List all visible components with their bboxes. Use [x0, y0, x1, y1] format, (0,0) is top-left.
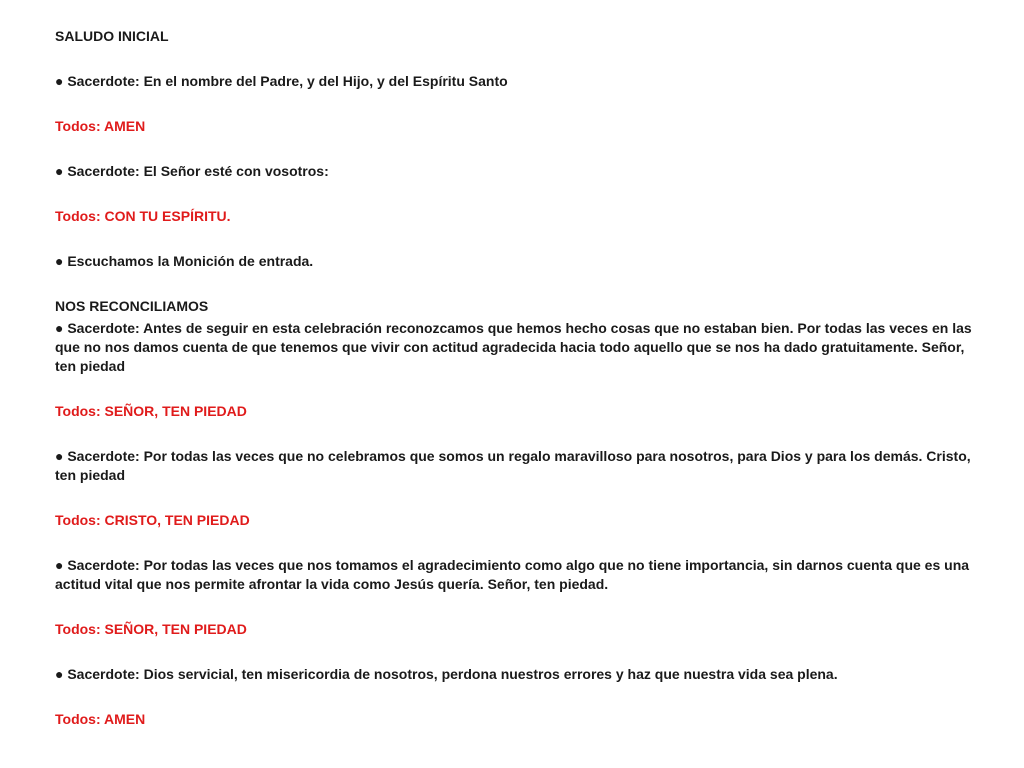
heading-saludo-inicial: SALUDO INICIAL	[55, 28, 169, 44]
priest-line-greeting: ● Sacerdote: En el nombre del Padre, y del Hijo, y del Espíritu Santo	[55, 73, 508, 89]
priest-block-2: ● Sacerdote: Por todas las veces que no celebramos que somos un regalo maravilloso para nosotros, para Dios y para los demás. Cristo, ten piedad	[55, 448, 971, 483]
response-con-tu-espiritu: Todos: CON TU ESPÍRITU.	[55, 208, 231, 224]
priest-block-3: ● Sacerdote: Por todas las veces que nos tomamos el agradecimiento como algo que no tiene importancia, sin darnos cuenta que es una actitud vital que nos permite afrontar la vida como Jesús quería. Señor, ten piedad.	[55, 557, 970, 592]
response-amen: Todos: AMEN	[55, 118, 146, 134]
priest-block-4: ● Sacerdote: Dios servicial, ten misericordia de nosotros, perdona nuestros errores y haz que nuestra vida sea plena.	[55, 666, 838, 682]
response-senor-ten-piedad-1: Todos: SEÑOR, TEN PIEDAD	[55, 403, 247, 419]
line-monicion: ● Escuchamos la Monición de entrada.	[55, 253, 314, 269]
priest-line-lord-be-with-you: ● Sacerdote: El Señor esté con vosotros:	[55, 163, 329, 179]
response-senor-ten-piedad-2: Todos: SEÑOR, TEN PIEDAD	[55, 621, 247, 637]
response-amen-final: Todos: AMEN	[55, 711, 146, 727]
priest-block-1: ● Sacerdote: Antes de seguir en esta celebración reconozcamos que hemos hecho cosas que no estaban bien. Por todas las veces en las que no nos damos cuenta de que tenemos que vivir con actitud agradecida hacia todo aquello que se nos ha dado gratuitamente. Señor, ten piedad	[55, 320, 972, 374]
heading-nos-reconciliamos: NOS RECONCILIAMOS	[55, 298, 209, 314]
response-cristo-ten-piedad: Todos: CRISTO, TEN PIEDAD	[55, 512, 250, 528]
